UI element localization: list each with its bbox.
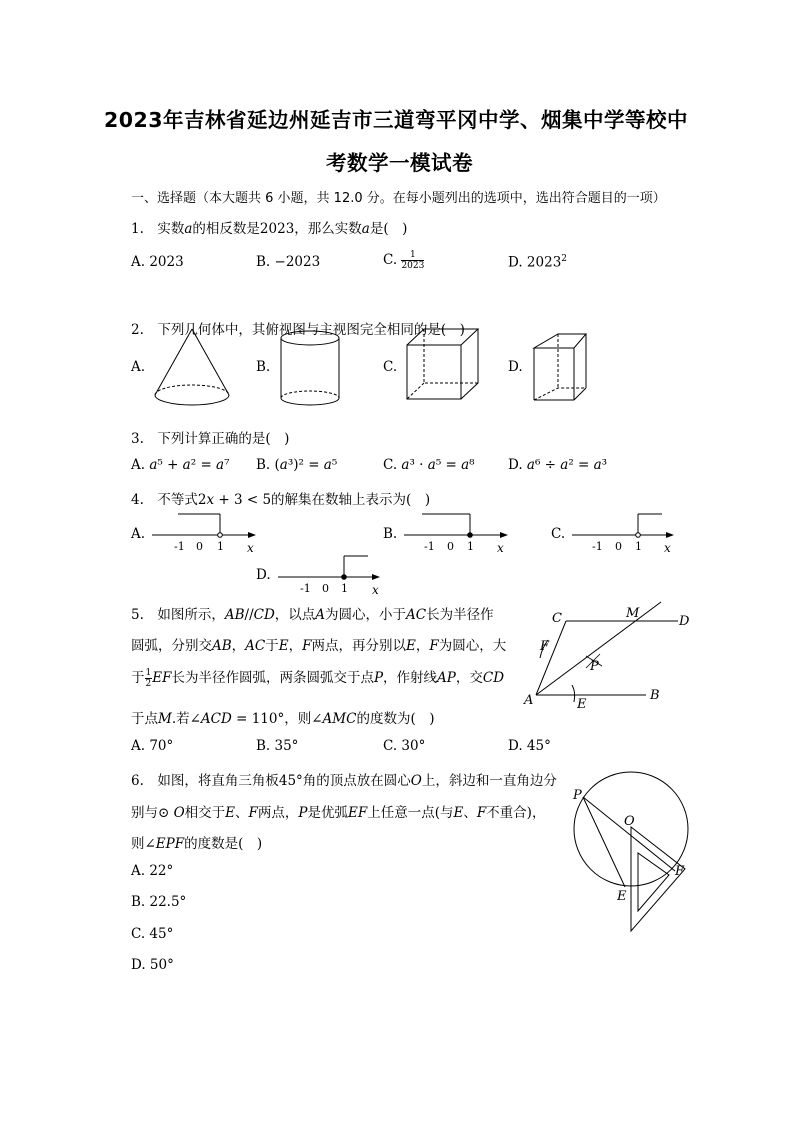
q4b-tick-1: 1 xyxy=(467,540,474,553)
q6-option-d: D. 50° xyxy=(131,957,174,973)
q1-option-c-prefix: C. xyxy=(383,252,398,268)
q4-option-b: B. xyxy=(383,526,398,542)
q5-line3-pre: 于 xyxy=(131,670,145,686)
q4b-tick-neg1: -1 xyxy=(424,540,435,553)
question-5-line2: 圆弧，分别交𝐴𝐵，𝐴𝐶于𝐸，𝐹两点，再分别以𝐸，𝐹为圆心，大 xyxy=(131,638,507,654)
q5-label-d: D xyxy=(679,614,690,629)
q5-option-a: A. 70° xyxy=(131,738,174,754)
q5-half-den: 2 xyxy=(145,679,152,689)
q5-option-d: D. 45° xyxy=(508,738,551,754)
q6-option-b: B. 22.5° xyxy=(131,894,187,910)
cube-figure xyxy=(402,325,482,405)
q3-option-a: A. 𝑎⁵ + 𝑎² = 𝑎⁷ xyxy=(131,457,230,473)
q4-number-line-b xyxy=(402,510,517,556)
cylinder-figure xyxy=(276,328,346,410)
q4-option-c: C. xyxy=(551,526,566,542)
q4-number-line-c xyxy=(570,510,685,556)
q4b-axis-label: x xyxy=(497,541,504,555)
q4d-tick-0: 0 xyxy=(322,582,329,595)
question-4-stem: 4. 不等式2𝑥 + 3 < 5的解集在数轴上表示为( ) xyxy=(131,492,431,508)
q4d-axis-label: x xyxy=(372,583,379,597)
q4d-tick-neg1: -1 xyxy=(300,582,311,595)
q5-option-b: B. 35° xyxy=(256,738,299,754)
q5-label-b: B xyxy=(650,688,660,703)
q6-option-c: C. 45° xyxy=(131,926,174,942)
q4b-tick-0: 0 xyxy=(447,540,454,553)
q4-number-line-d xyxy=(276,552,391,598)
question-5-line3 xyxy=(131,666,504,689)
question-6-line3: 则∠𝐸𝑃𝐹的度数是( ) xyxy=(131,836,263,852)
q2-option-b: B. xyxy=(256,359,271,375)
q4c-axis-label: x xyxy=(664,541,671,555)
q4a-tick-neg1: -1 xyxy=(174,540,185,553)
q1-option-d xyxy=(508,254,567,271)
q2-option-c: C. xyxy=(383,359,398,375)
q4c-tick-neg1: -1 xyxy=(592,540,603,553)
q4-option-a: A. xyxy=(131,526,146,542)
q5-label-a: A xyxy=(524,693,534,708)
question-5-line1: 5. 如图所示，𝐴𝐵//𝐶𝐷，以点𝐴为圆心，小于𝐴𝐶长为半径作 xyxy=(131,607,494,623)
question-6-line2: 别与⊙ 𝑂相交于𝐸、𝐹两点，𝑃是优弧𝐸𝐹上任意一点(与𝐸、𝐹不重合)， xyxy=(131,805,546,821)
q6-label-e: E xyxy=(617,889,627,904)
q5-line3-post: 𝐸𝐹长为半径作圆弧，两条圆弧交于点𝑃，作射线𝐴𝑃，交𝐶𝐷 xyxy=(152,670,505,686)
triangular-prism-figure xyxy=(530,330,590,405)
q6-label-p: P xyxy=(573,788,582,803)
q4c-tick-1: 1 xyxy=(635,540,642,553)
cone-figure xyxy=(150,325,235,410)
q1-c-numerator: 1 xyxy=(401,250,424,261)
q5-option-c: C. 30° xyxy=(383,738,426,754)
q6-label-o: O xyxy=(624,814,635,829)
q4a-tick-1: 1 xyxy=(217,540,224,553)
q5-half-num: 1 xyxy=(145,668,152,678)
q5-label-m: M xyxy=(626,606,640,621)
q6-option-a: A. 22° xyxy=(131,863,174,879)
q4a-tick-0: 0 xyxy=(196,540,203,553)
q4a-axis-label: x xyxy=(247,541,254,555)
q1-option-c-fraction xyxy=(401,250,424,271)
q4-option-d: D. xyxy=(256,567,271,583)
q4-number-line-a xyxy=(150,510,265,556)
question-2-stem: 2. 下列几何体中，其俯视图与主视图完全相同的是( ) xyxy=(131,322,465,338)
q2-option-a: A. xyxy=(131,359,146,375)
q3-option-c: C. 𝑎³ · 𝑎⁵ = 𝑎⁸ xyxy=(383,457,475,473)
section-header: 一、选择题（本大题共 6 小题，共 12.0 分。在每小题列出的选项中，选出符合题目的一项） xyxy=(131,191,666,206)
q4d-tick-1: 1 xyxy=(341,582,348,595)
question-6-line1: 6. 如图，将直角三角板45°角的顶点放在圆心𝑂上，斜边和一直角边分 xyxy=(131,773,557,789)
q5-label-c: C xyxy=(552,611,562,626)
q1-c-denominator: 2023 xyxy=(401,261,425,271)
q5-label-f: F xyxy=(540,639,550,654)
q1-option-d-base: D. 2023 xyxy=(508,254,562,271)
question-3-stem: 3. 下列计算正确的是( ) xyxy=(131,431,290,447)
question-1-stem: 1. 实数𝑎的相反数是2023，那么实数𝑎是( ) xyxy=(131,221,408,237)
q5-geometry-figure xyxy=(516,600,696,712)
page-title-line1: 2023年吉林省延边州延吉市三道弯平冈中学、烟集中学等校中 xyxy=(104,108,689,132)
q4c-tick-0: 0 xyxy=(615,540,622,553)
q1-option-c xyxy=(383,250,424,271)
q1-option-d-exp: 2 xyxy=(561,254,568,264)
q3-option-d: D. 𝑎⁶ ÷ 𝑎² = 𝑎³ xyxy=(508,457,608,473)
page-title-line2: 考数学一模试卷 xyxy=(326,151,473,175)
question-5-line4: 于点𝑀.若∠𝐴𝐶𝐷 = 110°，则∠𝐴𝑀𝐶的度数为( ) xyxy=(131,711,435,727)
q1-option-a: A. 2023 xyxy=(131,254,184,270)
q6-circle-figure xyxy=(565,765,695,937)
q3-option-b: B. (𝑎³)² = 𝑎⁵ xyxy=(256,457,338,473)
q6-label-f: F xyxy=(675,864,685,879)
q2-option-d: D. xyxy=(508,359,523,375)
q5-label-e: E xyxy=(577,697,587,712)
q5-label-p: P xyxy=(590,659,599,674)
q1-option-b: B. −2023 xyxy=(256,254,321,270)
